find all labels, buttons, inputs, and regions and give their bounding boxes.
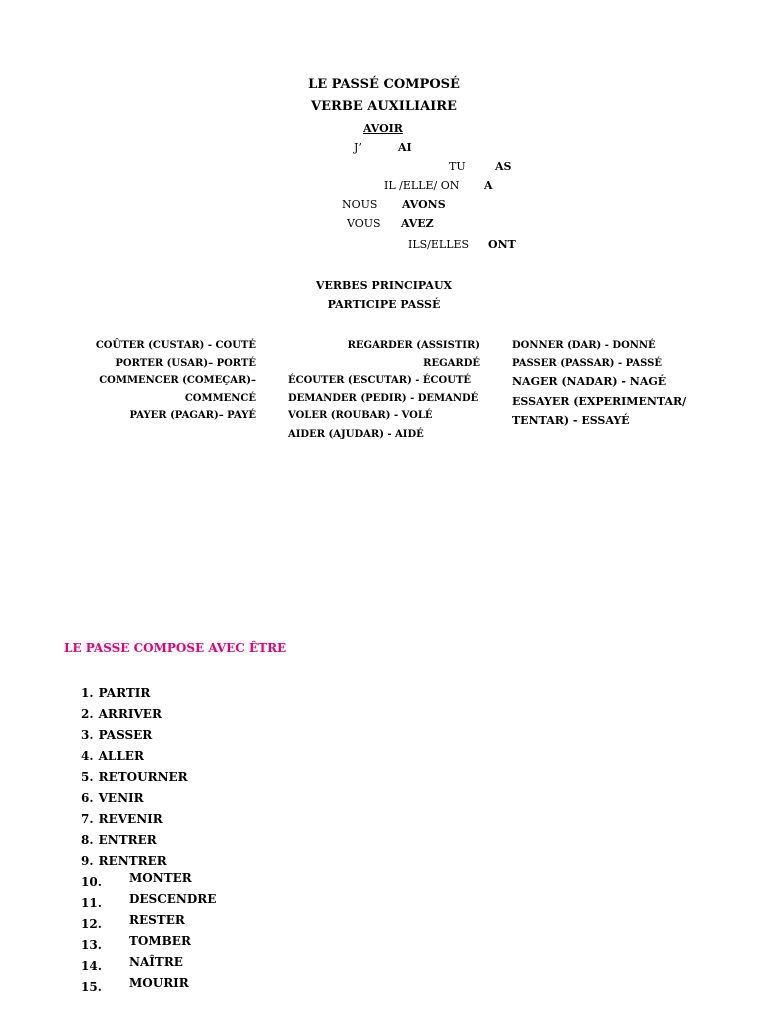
list-number: 6. [81, 791, 94, 805]
list-verb: RENTRER [98, 854, 167, 868]
form-as: AS [495, 160, 512, 173]
participle-line: PORTER (USAR)– PORTÉ [115, 358, 256, 369]
list-item [81, 724, 152, 743]
list-number: 15. [81, 980, 102, 994]
page-subtitle: VERBE AUXILIAIRE [311, 99, 457, 114]
pronoun-vous: VOUS [347, 217, 381, 230]
form-a: A [484, 179, 493, 192]
participle-line: COMMENCER (COMEÇAR)– [99, 375, 256, 386]
form-avons: AVONS [402, 198, 446, 211]
participle-line: AIDER (AJUDAR) - AIDÉ [288, 429, 424, 440]
list-item [81, 850, 167, 869]
pronoun-il-elle-on: IL /ELLE/ ON [384, 179, 460, 192]
list-verb: ENTRER [98, 833, 157, 847]
list-number: 14. [81, 959, 102, 973]
form-ai: AI [398, 141, 412, 154]
list-verb: PASSER [98, 728, 153, 742]
pronoun-ils-elles: ILS/ELLES [408, 238, 470, 251]
list-verb: NAÎTRE [129, 955, 183, 969]
pronoun-je: J’ [354, 141, 362, 154]
participle-line: REGARDÉ [423, 358, 480, 369]
participle-line: PAYER (PAGAR)– PAYÉ [129, 410, 256, 421]
participle-line: DONNER (DAR) - DONNÉ [512, 340, 656, 351]
form-avez: AVEZ [401, 217, 434, 230]
list-number: 7. [81, 812, 94, 826]
pronoun-tu: TU [449, 160, 466, 173]
participle-line: ÉCOUTER (ESCUTAR) - ÉCOUTÉ [288, 375, 472, 386]
list-number: 9. [81, 854, 94, 868]
list-verb: MONTER [129, 871, 192, 885]
list-number: 2. [81, 707, 94, 721]
list-number: 1. [81, 686, 94, 700]
participle-line: DEMANDER (PEDIR) - DEMANDÉ [288, 393, 479, 404]
form-ont: ONT [488, 238, 516, 251]
list-verb: VENIR [98, 791, 144, 805]
section-subtitle-participe: PARTICIPE PASSÉ [327, 298, 441, 311]
page-title: LE PASSÉ COMPOSÉ [308, 77, 460, 92]
list-verb: PARTIR [98, 686, 151, 700]
list-number: 13. [81, 938, 102, 952]
participle-line: REGARDER (ASSISTIR) [347, 340, 480, 351]
list-item [81, 871, 102, 890]
list-verb: DESCENDRE [129, 892, 217, 906]
list-item [81, 892, 102, 911]
list-number: 10. [81, 875, 102, 889]
list-item [81, 955, 102, 974]
auxiliary-verb: AVOIR [363, 122, 403, 135]
list-item [81, 745, 144, 764]
list-item [81, 934, 102, 953]
list-number: 5. [81, 770, 94, 784]
list-verb: MOURIR [129, 976, 189, 990]
list-number: 11. [81, 896, 102, 910]
list-item [81, 829, 157, 848]
pronoun-nous: NOUS [342, 198, 378, 211]
list-item [81, 766, 188, 785]
list-verb: RETOURNER [98, 770, 188, 784]
list-number: 12. [81, 917, 102, 931]
list-verb: ARRIVER [98, 707, 162, 721]
list-verb: TOMBER [129, 934, 191, 948]
section-title-verbes: VERBES PRINCIPAUX [315, 279, 453, 292]
list-number: 8. [81, 833, 94, 847]
list-verb: ALLER [98, 749, 144, 763]
list-item [81, 682, 150, 701]
participle-line: VOLER (ROUBAR) - VOLÉ [288, 410, 433, 421]
list-number: 3. [81, 728, 94, 742]
participle-line: TENTAR) - ESSAYÉ [512, 414, 630, 427]
participle-line: COÛTER (CUSTAR) - COUTÉ [95, 340, 256, 351]
participle-line: PASSER (PASSAR) - PASSÉ [512, 358, 663, 369]
list-item [81, 976, 102, 995]
list-item [81, 703, 162, 722]
list-verb: RESTER [129, 913, 185, 927]
list-item [81, 787, 144, 806]
participle-line: ESSAYER (EXPERIMENTAR/ [512, 395, 687, 408]
list-verb: REVENIR [98, 812, 163, 826]
list-item [81, 913, 102, 932]
participle-line: NAGER (NADAR) - NAGÉ [512, 375, 667, 388]
participle-line: COMMENCÉ [184, 393, 256, 404]
etre-heading: LE PASSE COMPOSE AVEC ÊTRE [64, 641, 287, 655]
list-number: 4. [81, 749, 94, 763]
list-item [81, 808, 163, 827]
